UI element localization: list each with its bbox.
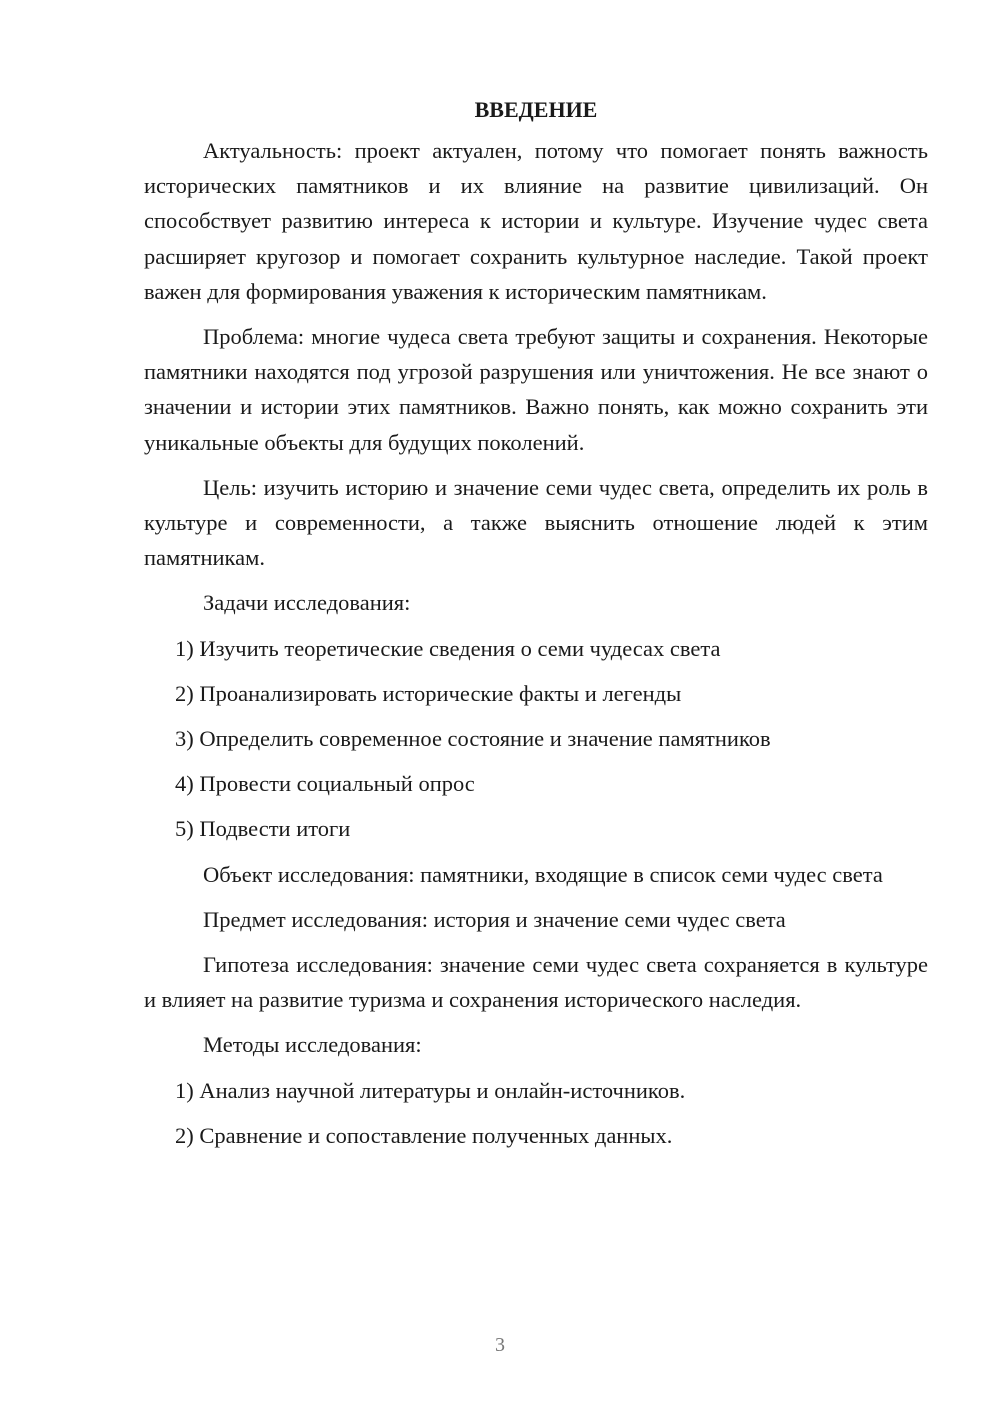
methods-list: [144, 1073, 928, 1153]
document-page: [144, 92, 928, 1163]
object-paragraph: Объект исследования: памятники, входящие в список семи чудес света: [203, 861, 883, 887]
hypothesis-paragraph: Гипотеза исследования: значение семи чудес света сохраняется в культуре и влияет на развитие туризма и сохранения исторического наследия.: [144, 952, 928, 1013]
list-item: 2) Проанализировать исторические факты и легенды: [175, 680, 682, 706]
problem-paragraph: Проблема: многие чудеса света требуют защиты и сохранения. Некоторые памятники находятся под угрозой разрушения или уничтожения. Не все знают о значении и истории этих памятников. Важно понять, как можно сохранить эти уникальные объекты для будущих поколений.: [144, 324, 928, 455]
methods-heading: Методы исследования:: [203, 1032, 422, 1058]
section-title: ВВЕДЕНИЕ: [474, 97, 598, 122]
relevance-paragraph: Актуальность: проект актуален, потому что помогает понять важность исторических памятников и их влияние на развитие цивилизаций. Он способствует развитию интереса к истории и культуре. Изучение чудес света расширяет кругозор и помогает сохранить культурное наследие. Такой проект важен для формирования уважения к историческим памятникам.: [144, 138, 928, 304]
list-item: 1) Изучить теоретические сведения о семи чудесах света: [175, 635, 721, 661]
list-item: 3) Определить современное состояние и значение памятников: [175, 726, 771, 752]
list-item: 5) Подвести итоги: [175, 816, 351, 842]
tasks-heading: Задачи исследования:: [203, 590, 411, 616]
list-item: 2) Сравнение и сопоставление полученных данных.: [175, 1122, 673, 1148]
list-item: 4) Провести социальный опрос: [175, 771, 475, 797]
list-item: 1) Анализ научной литературы и онлайн-источников.: [175, 1077, 686, 1103]
goal-paragraph: Цель: изучить историю и значение семи чудес света, определить их роль в культуре и современности, а также выяснить отношение людей к этим памятникам.: [144, 474, 928, 571]
page-number: 3: [495, 1334, 505, 1356]
subject-paragraph: Предмет исследования: история и значение семи чудес света: [203, 906, 786, 932]
tasks-list: [144, 631, 928, 847]
